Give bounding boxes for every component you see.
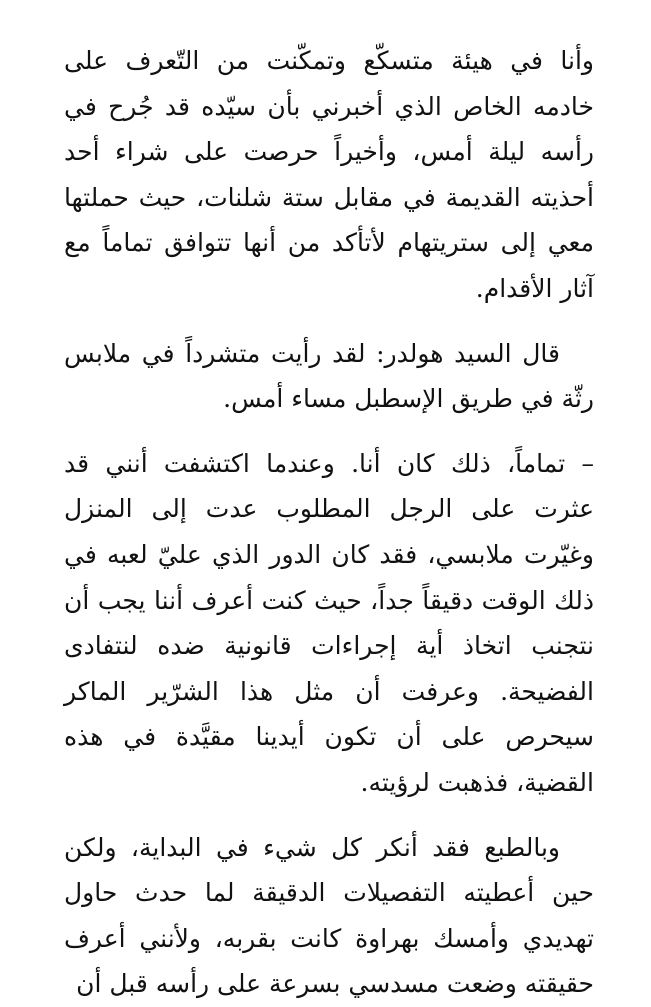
page-body-text xyxy=(64,38,594,1007)
paragraph-1: وأنا في هيئة متسكّع وتمكّنت من التّعرف على خادمه الخاص الذي أخبرني بأن سيّده قد جُرح في رأسه ليلة أمس، وأخيراً حرصت على شراء أحد أحذيته القديمة في مقابل ستة شلنات، حيث حملتها معي إلى ستريتهام لأتأكد من أنها تتوافق تماماً مع آثار الأقدام. xyxy=(64,46,594,303)
paragraph-4: وبالطبع فقد أنكر كل شيء في البداية، ولكن حين أعطيته التفصيلات الدقيقة لما حدث حاول تهديدي وأمسك بهراوة كانت بقربه، ولأنني أعرف حقيقته وضعت مسدسي بسرعة على رأسه قبل أن xyxy=(64,832,594,999)
paragraph-3: – تماماً، ذلك كان أنا. وعندما اكتشفت أنني قد عثرت على الرجل المطلوب عدت إلى المنزل وغيّرت ملابسي، فقد كان الدور الذي عليّ لعبه في ذلك الوقت دقيقاً جداً، حيث كنت أعرف أننا يجب أن نتجنب اتخاذ أية إجراءات قانونية ضده لنتفادى الفضيحة. وعرفت أن مثل هذا الشرّير الماكر سيحرص على أن تكون أيدينا مقيَّدة في هذه القضية، فذهبت لرؤيته. xyxy=(64,448,594,797)
paragraph-2: قال السيد هولدر: لقد رأيت متشرداً في ملابس رثّة في طريق الإسطبل مساء أمس. xyxy=(64,338,594,414)
